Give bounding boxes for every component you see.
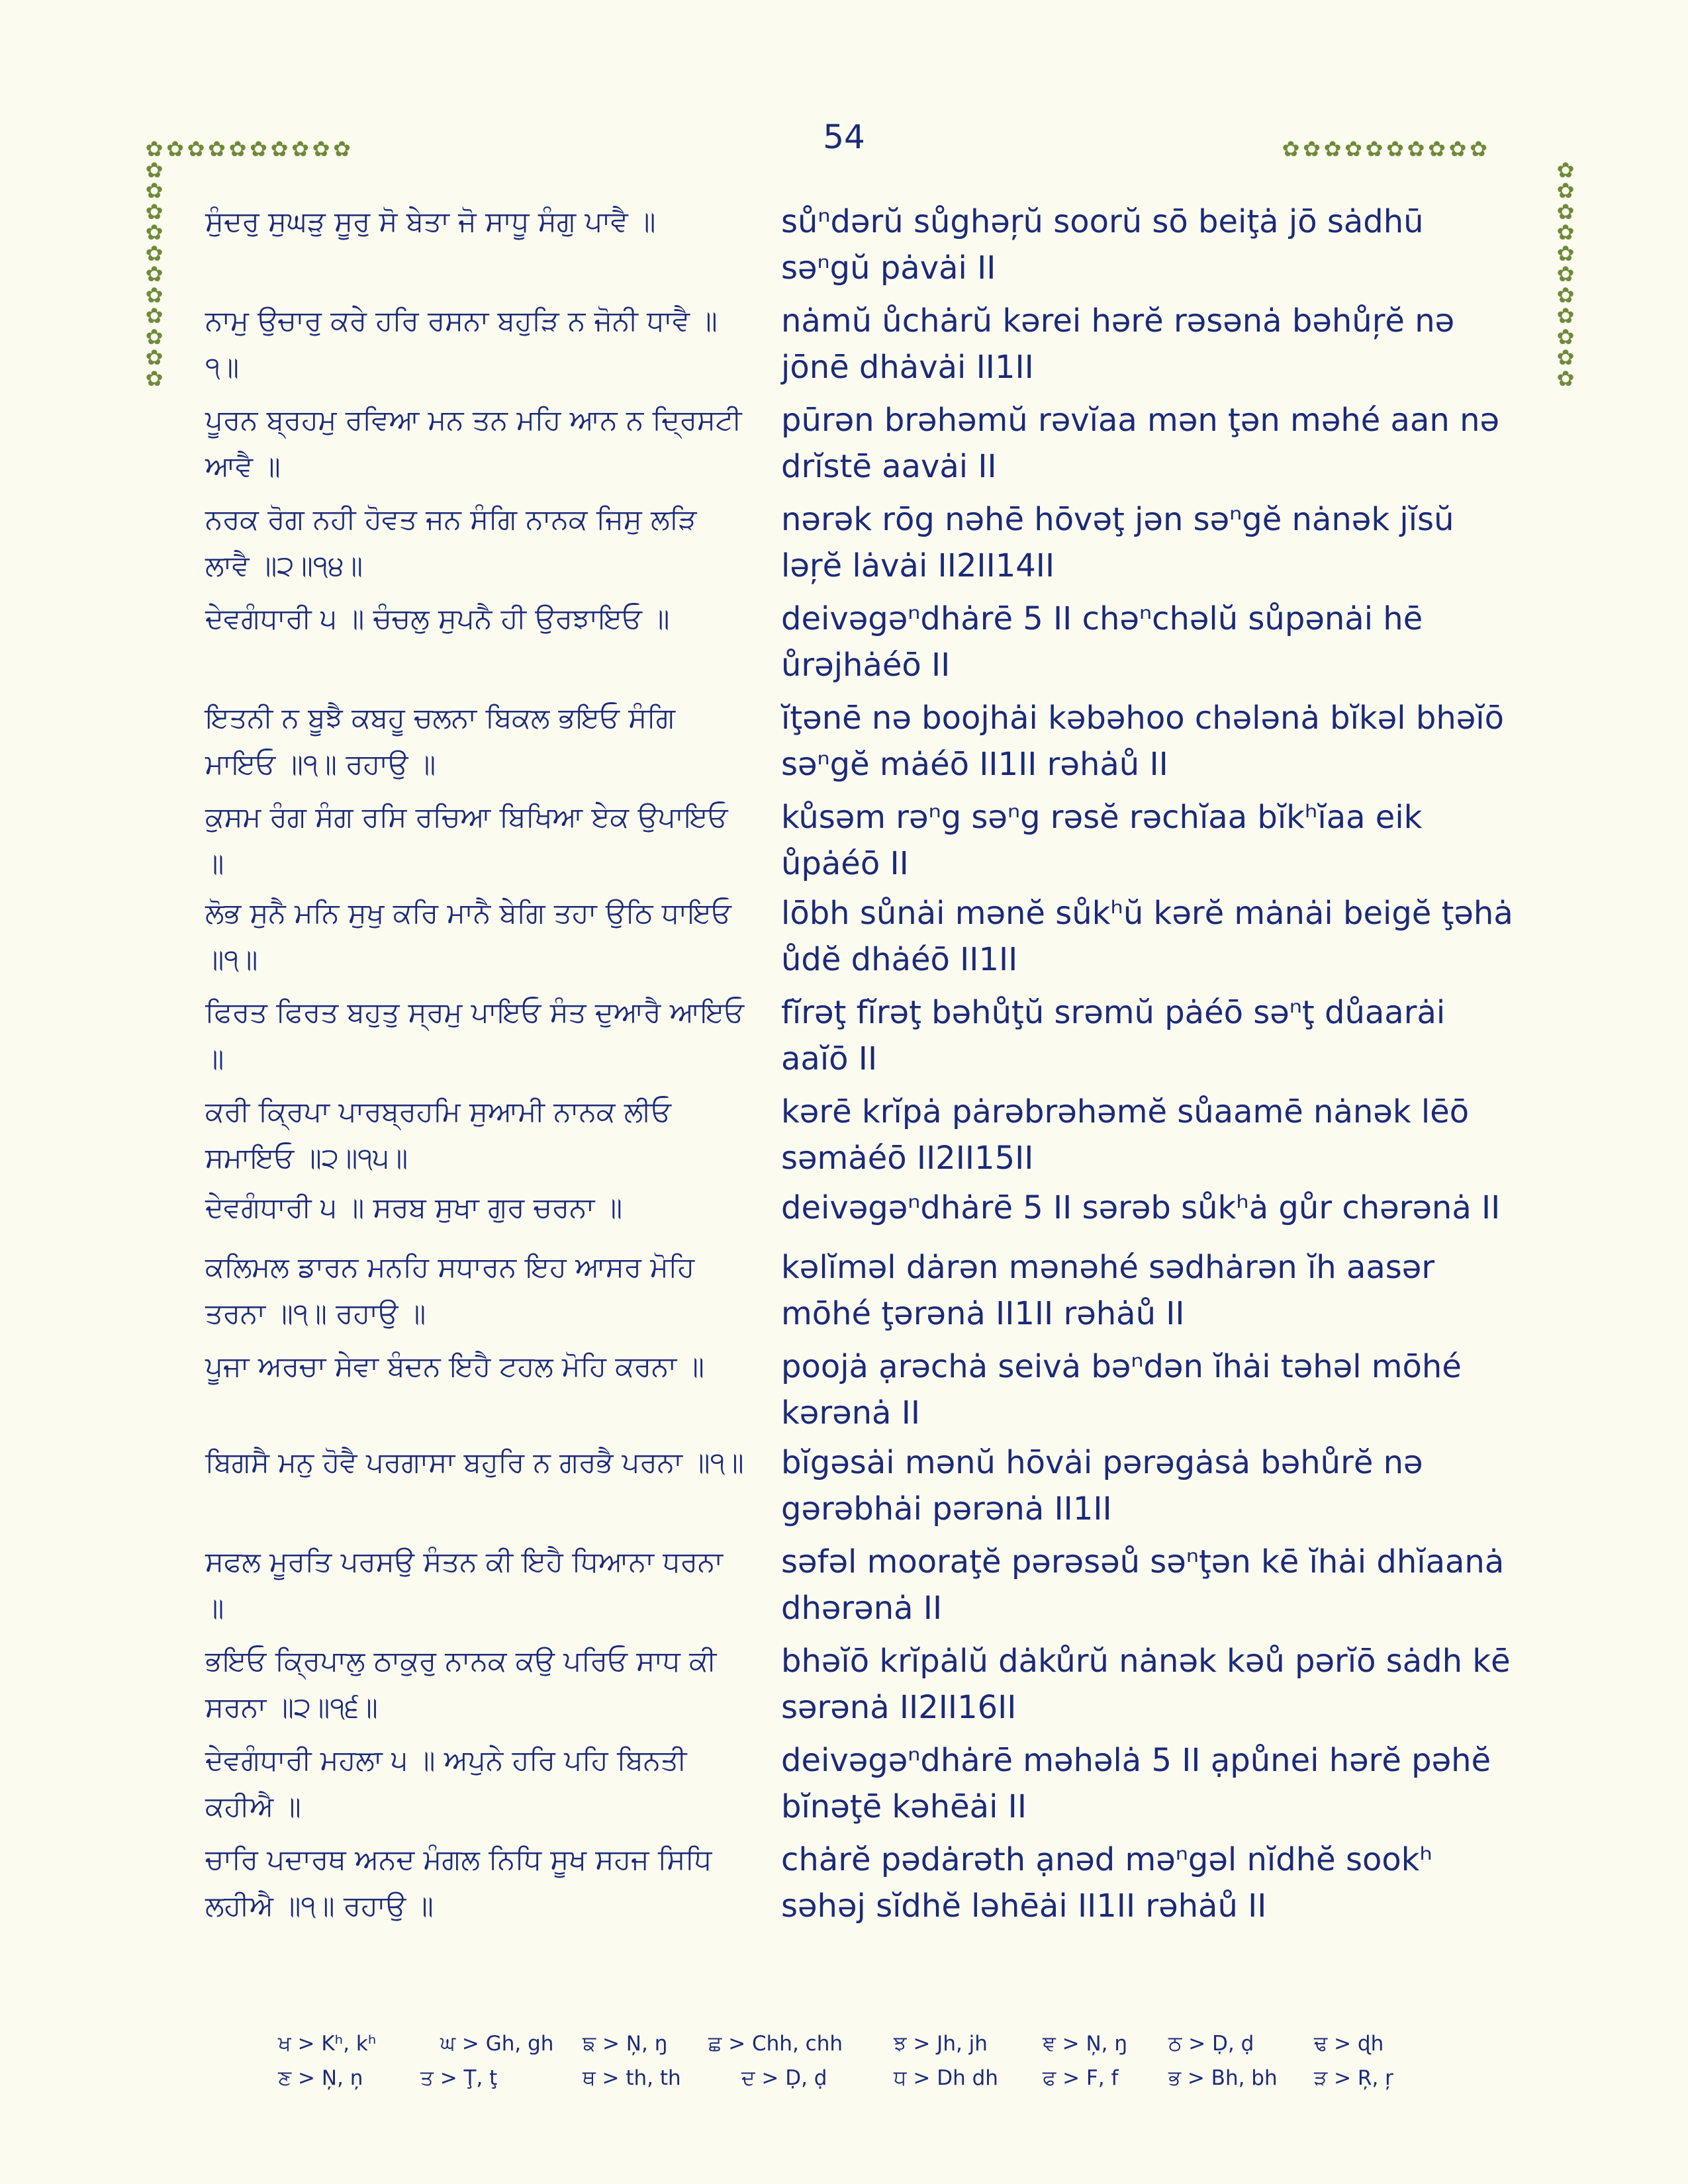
legend-item: ਘ > Gh, gh — [440, 2032, 554, 2056]
legend-item: ਖ > Kʰ, kʰ — [278, 2032, 377, 2056]
flower-icon: ✿ — [228, 136, 247, 161]
legend-item: ਙ > Ņ, ŋ — [583, 2032, 668, 2056]
legend-item: ਞ > Ņ, ŋ — [1043, 2032, 1128, 2056]
transliteration-text: deivəgəⁿdhȧrē 5 II chəⁿchəlŭ sůpənȧi hē ůrəjhȧéō II — [781, 600, 1423, 684]
flower-icon: ✿ — [1556, 303, 1575, 328]
flower-icon: ✿ — [145, 178, 164, 203]
gurmukhi-text: ਦੇਵਗੰਧਾਰੀ ਮਹਲਾ ੫ ॥ ਅਪੁਨੇ ਹਰਿ ਪਹਿ ਬਿਨਤੀ ਕਹੀਐ ॥ — [205, 1744, 687, 1823]
flower-icon: ✿ — [145, 324, 164, 349]
gurmukhi-text: ਸੁੰਦਰੁ ਸੁਘੜੁ ਸੂਰੁ ਸੋ ਬੇਤਾ ਜੋ ਸਾਧੂ ਸੰਗੁ ਪਾਵੈ ॥ — [205, 205, 656, 238]
transliteration-text: kůsəm rəⁿg səⁿg rəsĕ rəchĭaa bĭkʰĭaa eik ůpȧéō II — [781, 799, 1423, 882]
transliteration-text: sůⁿdərŭ sůghəŗŭ soorŭ sō beiţȧ jō sȧdhū səⁿgŭ pȧvȧi II — [781, 203, 1424, 287]
gurmukhi-text: ਇਤਨੀ ਨ ਬੂਝੈ ਕਬਹੂ ਚਲਨਾ ਬਿਕਲ ਭਇਓ ਸੰਗਿ ਮਾਇਓ ॥੧॥ ਰਹਾਉ ॥ — [205, 702, 676, 780]
legend-item: ੜ > Ŗ, ŗ — [1314, 2066, 1393, 2090]
gurmukhi-text: ਸਫਲ ਮੂਰਤਿ ਪਰਸਉ ਸੰਤਨ ਕੀ ਇਹੈ ਧਿਆਨਾ ਧਰਨਾ ॥ — [205, 1545, 724, 1624]
flower-icon: ✿ — [1407, 136, 1425, 161]
flower-icon: ✿ — [1556, 220, 1575, 245]
legend-item: ਢ > ɖh — [1314, 2032, 1384, 2056]
transliteration-text: deivəgəⁿdhȧrē məhəlȧ 5 II ạpůnei hərĕ pəhĕ bĭnəţē kəhēȧi II — [781, 1742, 1491, 1825]
flower-icon: ✿ — [1556, 178, 1575, 203]
gurmukhi-text: ਕੁਸਮ ਰੰਗ ਸੰਗ ਰਸਿ ਰਚਿਆ ਬਿਖਿਆ ਏਕ ਉਪਾਇਓ ॥ — [205, 801, 728, 880]
flower-icon: ✿ — [312, 136, 330, 161]
flower-icon: ✿ — [1556, 199, 1575, 224]
flower-icon: ✿ — [291, 136, 309, 161]
flower-icon: ✿ — [1448, 136, 1467, 161]
transliteration-text: lōbh sůnȧi mənĕ sůkʰŭ kərĕ mȧnȧi beigĕ ţəhȧ ůdĕ dhȧéō II1II — [781, 895, 1513, 978]
transliteration-text: kərē krĭpȧ pȧrəbrəhəmĕ sůaamē nȧnək lēō səmȧéō II2II15II — [781, 1093, 1470, 1177]
transliteration-text: poojȧ ạrəchȧ seivȧ bəⁿdən ĭhȧi təhəl mōhé kərənȧ II — [781, 1348, 1462, 1432]
flower-icon: ✿ — [187, 136, 205, 161]
flower-icon: ✿ — [145, 261, 164, 287]
flower-icon: ✿ — [1556, 324, 1575, 349]
transliteration-text: fĭrəţ fĭrəţ bəhůţŭ srəmŭ pȧéō səⁿţ důaarȧi aaĭō II — [781, 994, 1446, 1077]
flower-icon: ✿ — [1386, 136, 1404, 161]
legend-row — [278, 2032, 1470, 2066]
transliteration-text: nərək rōg nəhē hōvəţ jən səⁿgĕ nȧnək jĭsŭ ləŗĕ lȧvȧi II2II14II — [781, 501, 1454, 584]
transliteration-legend — [278, 2032, 1470, 2101]
gurmukhi-text: ਨਰਕ ਰੋਗ ਨਹੀ ਹੋਵਤ ਜਨ ਸੰਗਿ ਨਾਨਕ ਜਿਸੁ ਲੜਿ ਲਾਵੈ ॥੨॥੧੪॥ — [205, 503, 697, 582]
legend-row — [278, 2066, 1470, 2101]
transliteration-text: nȧmŭ ůchȧrŭ kərei hərĕ rəsənȧ bəhůŗĕ nə jōnē dhȧvȧi II1II — [781, 302, 1455, 386]
gurmukhi-text: ਭਇਓ ਕ੍ਰਿਪਾਲੁ ਠਾਕੁਰੁ ਨਾਨਕ ਕਉ ਪਰਿਓ ਸਾਧ ਕੀ ਸਰਨਾ ॥੨॥੧੬॥ — [205, 1645, 717, 1723]
flower-icon: ✿ — [145, 199, 164, 224]
legend-item: ਫ > F, f — [1043, 2066, 1119, 2090]
flower-icon: ✿ — [208, 136, 226, 161]
transliteration-text: ĭţənē nə boojhȧi kəbəhoo chələnȧ bĭkəl bhəĭō səⁿgĕ mȧéō II1II rəhȧů II — [781, 700, 1504, 783]
flower-icon: ✿ — [145, 157, 164, 183]
transliteration-text: deivəgəⁿdhȧrē 5 II sərəb sůkʰȧ gůr chərənȧ II — [781, 1189, 1501, 1226]
legend-item: ਣ > Ņ, ņ — [278, 2066, 363, 2090]
flower-icon: ✿ — [1428, 136, 1446, 161]
transliteration-text: kəlĭməl dȧrən mənəhé sədhȧrən ĭh aasər mōhé ţərənȧ II1II rəhȧů II — [781, 1249, 1435, 1332]
flower-icon: ✿ — [1556, 345, 1575, 370]
transliteration-text: pūrən brəhəmŭ rəvĭaa mən ţən məhé aan nə drĭstē aavȧi II — [781, 402, 1500, 485]
legend-item: ਠ > Ḍ, ḍ — [1168, 2032, 1254, 2056]
flower-icon: ✿ — [145, 345, 164, 370]
flower-icon: ✿ — [145, 136, 164, 161]
flower-icon: ✿ — [270, 136, 289, 161]
flower-icon: ✿ — [166, 136, 184, 161]
gurmukhi-text: ਨਾਮੁ ਉਚਾਰੁ ਕਰੇ ਹਰਿ ਰਸਨਾ ਬਹੁੜਿ ਨ ਜੋਨੀ ਧਾਵੈ ॥੧॥ — [205, 304, 718, 383]
gurmukhi-text: ਪੂਜਾ ਅਰਚਾ ਸੇਵਾ ਬੰਦਨ ਇਹੈ ਟਹਲ ਮੋਹਿ ਕਰਨਾ ॥ — [205, 1350, 704, 1383]
legend-item: ਭ > Bh, bh — [1168, 2066, 1278, 2090]
flower-icon: ✿ — [145, 240, 164, 266]
legend-item: ਛ > Chh, chh — [708, 2032, 843, 2056]
gurmukhi-text: ਕਰੀ ਕ੍ਰਿਪਾ ਪਾਰਬ੍ਰਹਮਿ ਸੁਆਮੀ ਨਾਨਕ ਲੀਓ ਸਮਾਇਓ ॥੨॥੧੫॥ — [205, 1095, 671, 1174]
flower-icon: ✿ — [145, 282, 164, 308]
flower-icon: ✿ — [333, 136, 351, 161]
flower-icon: ✿ — [1556, 240, 1575, 266]
gurmukhi-text: ਪੂਰਨ ਬ੍ਰਹਮੁ ਰਵਿਆ ਮਨ ਤਨ ਮਹਿ ਆਨ ਨ ਦ੍ਰਿਸਟੀ ਆਵੈ ॥ — [205, 404, 742, 482]
legend-item: ਧ > Dh dh — [894, 2066, 998, 2090]
gurmukhi-text: ਫਿਰਤ ਫਿਰਤ ਬਹੁਤੁ ਸ੍ਰਮੁ ਪਾਇਓ ਸੰਤ ਦੁਆਰੈ ਆਇਓ ॥ — [205, 996, 745, 1075]
gurmukhi-text: ਚਾਰਿ ਪਦਾਰਥ ਅਨਦ ਮੰਗਲ ਨਿਧਿ ਸੂਖ ਸਹਜ ਸਿਧਿ ਲਹੀਐ ॥੧॥ ਰਹਾਉ ॥ — [205, 1843, 712, 1922]
transliteration-text: chȧrĕ pədȧrəth ạnəd məⁿgəl nĭdhĕ sookʰ səhəj sĭdhĕ ləhēȧi II1II rəhȧů II — [781, 1841, 1432, 1925]
flower-icon: ✿ — [1344, 136, 1362, 161]
transliteration-text: səfəl mooraţĕ pərəsəů səⁿţən kē ĭhȧi dhĭaanȧ dhərənȧ II — [781, 1543, 1505, 1627]
flower-icon: ✿ — [1282, 136, 1300, 161]
page-number: 54 — [823, 118, 865, 156]
legend-item: ਝ > Jh, jh — [894, 2032, 988, 2056]
gurmukhi-text: ਬਿਗਸੈ ਮਨੁ ਹੋਵੈ ਪਰਗਾਸਾ ਬਹੁਰਿ ਨ ਗਰਭੈ ਪਰਨਾ ॥੧॥ — [205, 1446, 744, 1479]
flower-icon: ✿ — [145, 365, 164, 391]
transliteration-text: bĭgəsȧi mənŭ hōvȧi pərəgȧsȧ bəhůrĕ nə gərəbhȧi pərənȧ II1II — [781, 1444, 1423, 1527]
gurmukhi-text: ਦੇਵਗੰਧਾਰੀ ੫ ॥ ਚੰਚਲੁ ਸੁਪਨੈ ਹੀ ਉਰਝਾਇਓ ॥ — [205, 602, 670, 635]
flower-icon: ✿ — [1365, 136, 1383, 161]
flower-icon: ✿ — [1556, 282, 1575, 308]
legend-item: ਤ > Ţ, ţ — [420, 2066, 498, 2090]
legend-item: ਦ > Ḍ, ḍ — [741, 2066, 827, 2090]
flower-icon: ✿ — [145, 303, 164, 328]
flower-icon: ✿ — [1470, 136, 1487, 161]
gurmukhi-text: ਦੇਵਗੰਧਾਰੀ ੫ ॥ ਸਰਬ ਸੁਖਾ ਗੁਰ ਚਰਨਾ ॥ — [205, 1191, 623, 1224]
flower-icon: ✿ — [145, 220, 164, 245]
flower-icon: ✿ — [1323, 136, 1342, 161]
flower-icon: ✿ — [1556, 261, 1575, 287]
flower-icon: ✿ — [1556, 157, 1575, 183]
transliteration-text: bhəĭō krĭpȧlŭ dȧkůrŭ nȧnək kəů pərĭō sȧdh kē sərənȧ II2II16II — [781, 1643, 1511, 1726]
flower-icon: ✿ — [250, 136, 267, 161]
legend-item: ਥ > th, th — [583, 2066, 681, 2090]
flower-icon: ✿ — [1303, 136, 1321, 161]
gurmukhi-text: ਲੋਭ ਸੁਨੈ ਮਨਿ ਸੁਖੁ ਕਰਿ ਮਾਨੈ ਬੇਗਿ ਤਹਾ ਉਠਿ ਧਾਇਓ ॥੧॥ — [205, 897, 731, 976]
flower-icon: ✿ — [1556, 365, 1575, 391]
gurmukhi-text: ਕਲਿਮਲ ਡਾਰਨ ਮਨਹਿ ਸਧਾਰਨ ਇਹ ਆਸਰ ਮੋਹਿ ਤਰਨਾ ॥੧॥ ਰਹਾਉ ॥ — [205, 1251, 695, 1330]
